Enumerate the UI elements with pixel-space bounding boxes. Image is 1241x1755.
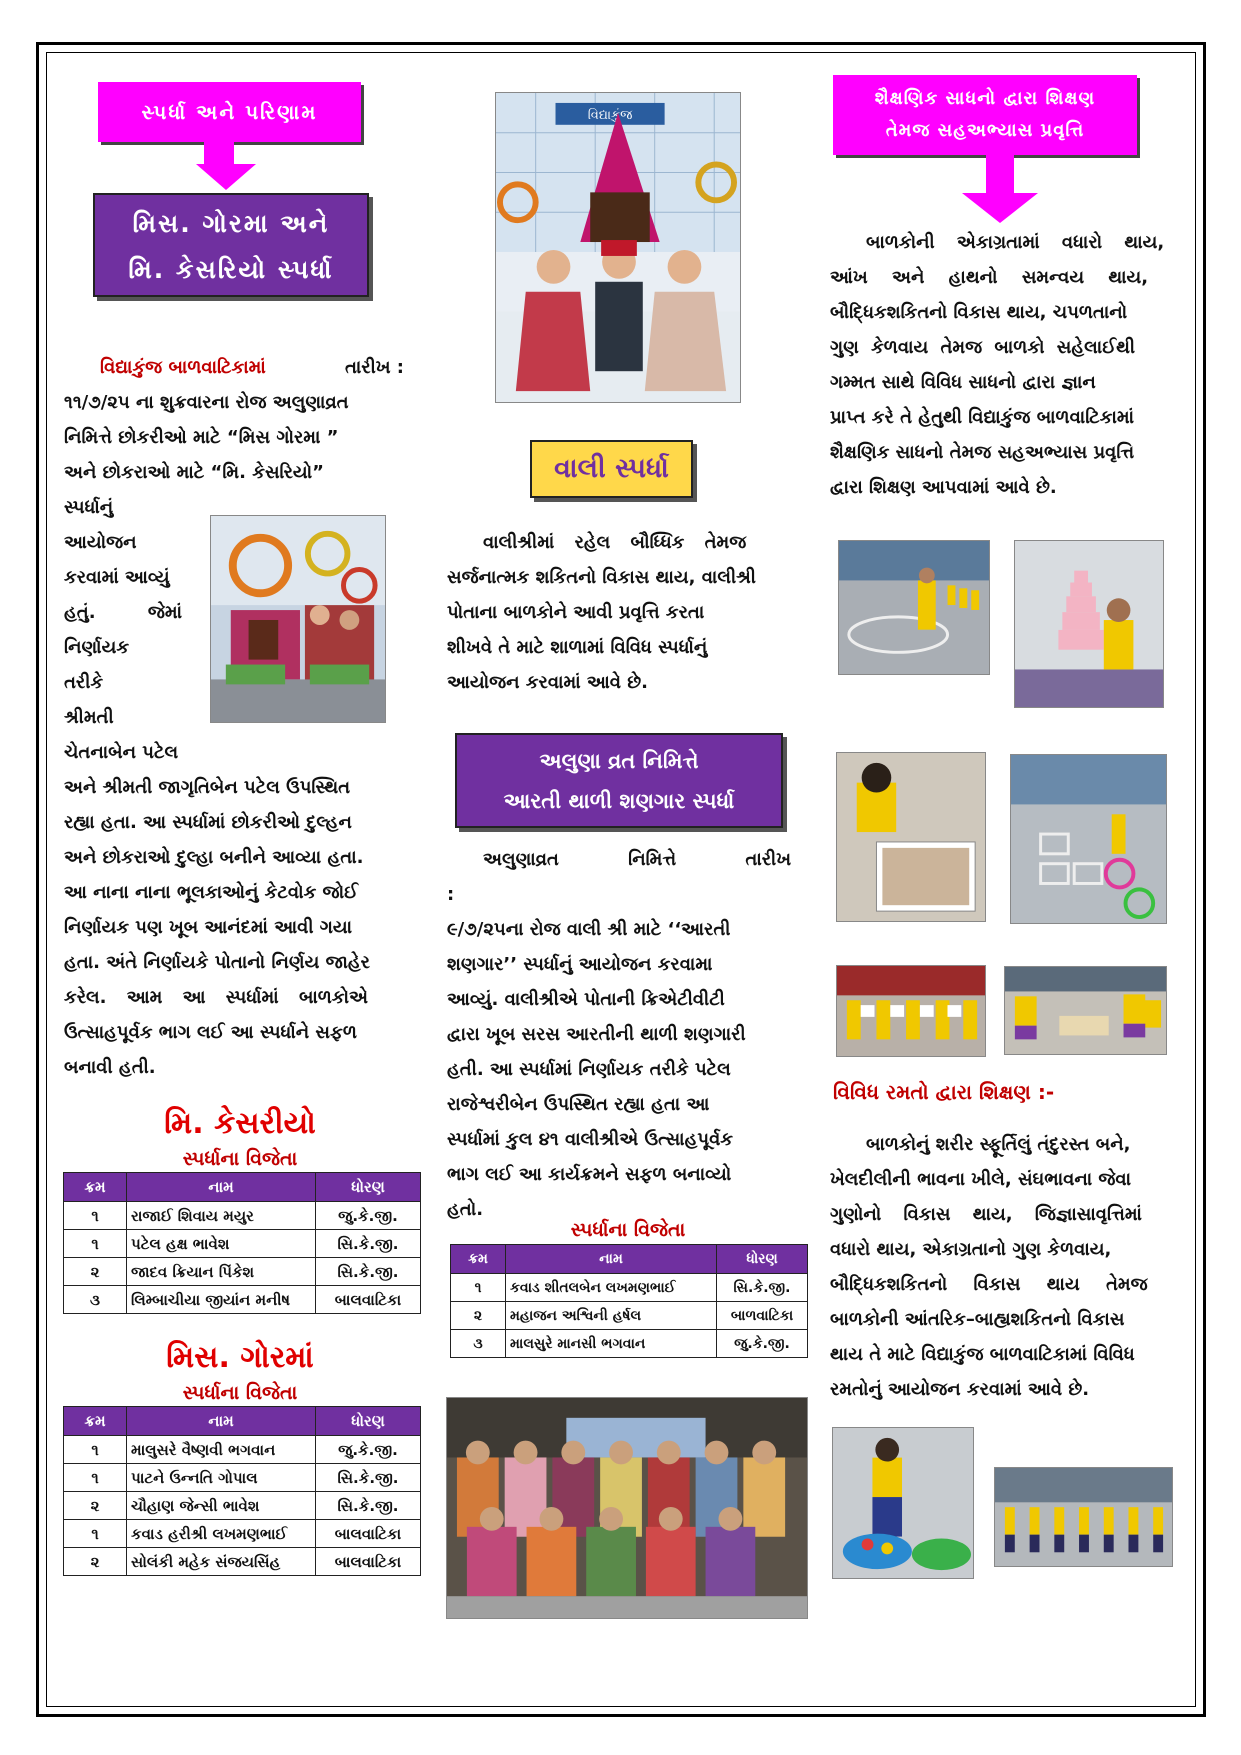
edu-line-3: ગુણ કેળવાય તેમજ બાળકો સહેલાઈથી xyxy=(830,337,1136,358)
table-row xyxy=(451,1302,808,1330)
rank-cell: ૧ xyxy=(64,1230,127,1258)
activity-photo-4 xyxy=(1010,754,1167,924)
edu-tools-description xyxy=(830,225,1170,505)
vali-title-text: વાલી સ્પર્ધા xyxy=(554,453,669,484)
name-cell: કવાડ હરીશ્રી લખમણભાઈ xyxy=(127,1520,316,1548)
table-row xyxy=(64,1464,421,1492)
edu-line-6: શૈક્ષણિક સાધનો તેમજ સહઅભ્યાસ પ્રવૃત્તિ xyxy=(830,442,1135,463)
col-header-rank: ક્રમ xyxy=(451,1245,506,1274)
para-line-19: બનાવી હતી. xyxy=(64,1057,156,1078)
aarti-winners-subtitle: સ્પર્ધાના વિજેતા xyxy=(570,1219,686,1241)
rank-cell: ૧ xyxy=(451,1274,506,1302)
para-line-8: નિર્ણાયક તરીકે xyxy=(64,637,130,693)
games-line-2: ગુણોનો વિકાસ થાય, જિજ્ઞાસાવૃત્તિમાં xyxy=(830,1204,1142,1225)
vali-title-box xyxy=(530,440,693,498)
para-line-5: આયોજન xyxy=(64,532,137,553)
ball-game-photo xyxy=(832,1427,974,1579)
name-cell: જાદવ ક્રિયાન પિંકેશ xyxy=(127,1258,316,1286)
vali-line-2: પોતાના બાળકોને આવી પ્રવૃત્તિ કરતા xyxy=(447,602,705,623)
table-row xyxy=(451,1330,808,1358)
aarti-winners-table xyxy=(450,1244,808,1358)
std-cell: જુ.કે.જી. xyxy=(717,1330,808,1358)
para-line-0-text: તારીખ : xyxy=(344,357,404,378)
std-cell: સિ.કે.જી. xyxy=(316,1258,421,1286)
results-header xyxy=(98,82,361,142)
name-cell: ચૌહાણ જેન્સી ભાવેશ xyxy=(127,1492,316,1520)
para-line-11: અને શ્રીમતી જાગૃતિબેન પટેલ ઉપસ્થિત xyxy=(64,777,351,798)
table-row xyxy=(451,1274,808,1302)
std-cell: બાળવાટિકા xyxy=(717,1302,808,1330)
table-row xyxy=(64,1520,421,1548)
aarti-line-0-text: અલુણાવ્રત નિમિત્તે તારીખ : xyxy=(447,849,791,905)
edu-tools-header-line2: તેમજ સહઅભ્યાસ પ્રવૃત્તિ xyxy=(885,120,1085,141)
para-line-0 xyxy=(64,350,404,385)
results-header-text: સ્પર્ધા અને પરિણામ xyxy=(141,100,318,124)
shrine-photo xyxy=(210,515,386,723)
para-line-17: કરેલ. આમ આ સ્પર્ધામાં બાળકોએ xyxy=(64,987,369,1008)
name-cell: કવાડ શીતલબેન લખમણભાઈ xyxy=(506,1274,717,1302)
games-line-3: વધારો થાય, એકાગ્રતાનો ગુણ કેળવાય, xyxy=(830,1239,1112,1260)
aarti-line-3: આવ્યું. વાલીશ્રીએ પોતાની ક્રિએટીવીટી xyxy=(447,989,725,1010)
games-line-0-text: બાળકોનું શરીર સ્ફૂર્તિલું તંદુરસ્ત બને, xyxy=(866,1134,1131,1155)
para-line-12: રહ્યા હતા. આ સ્પર્ધામાં છોકરીઓ દુલ્હન xyxy=(64,812,352,833)
activity-photo-3 xyxy=(836,752,986,922)
para-line-3: અને છોકરાઓ માટે “મિ. કેસરિયો” xyxy=(64,462,324,483)
col-header-std: ધોરણ xyxy=(717,1245,808,1274)
para-line-4: સ્પર્ધાનું xyxy=(64,497,114,518)
para-line-16: હતા. અંતે નિર્ણાયકે પોતાનો નિર્ણય જાહેર xyxy=(64,952,370,973)
table-row xyxy=(64,1548,421,1576)
games-title: વિવિધ રમતો દ્વારા શિક્ષણ :- xyxy=(833,1080,1055,1104)
edu-tools-header-line1: શૈક્ષણિક સાધનો દ્વારા શિક્ષણ xyxy=(874,88,1096,109)
vali-line-4: આયોજન કરવામાં આવે છે. xyxy=(447,672,648,693)
name-cell: લિમ્બાચીયા જીયાંન મનીષ xyxy=(127,1286,316,1314)
rank-cell: ૧ xyxy=(64,1520,127,1548)
edu-line-1: આંખ અને હાથનો સમન્વય થાય, xyxy=(830,267,1149,288)
name-cell: પટેલ હક્ષ ભાવેશ xyxy=(127,1230,316,1258)
contest-title-line1: મિસ. ગોરમા અને xyxy=(132,209,330,238)
table-header-row xyxy=(64,1173,421,1202)
vali-description xyxy=(447,525,791,700)
rank-cell: ૨ xyxy=(64,1548,127,1576)
edu-line-4: ગમ્મત સાથે વિવિધ સાધનો દ્વારા જ્ઞાન xyxy=(830,372,1096,393)
name-cell: સોલંકી મહેક સંજયસિંહ xyxy=(127,1548,316,1576)
keshariyo-winners-table xyxy=(63,1172,421,1314)
para-line-18: ઉત્સાહપૂર્વક ભાગ લઈ આ સ્પર્ધાને સફળ xyxy=(64,1022,357,1043)
col-header-std: ધોરણ xyxy=(316,1173,421,1202)
games-line-5: બાળકોની આંતરિક–બાહ્યશકિતનો વિકાસ xyxy=(830,1309,1125,1330)
edu-line-0 xyxy=(830,225,1170,260)
col-header-name: નામ xyxy=(506,1245,717,1274)
table-row xyxy=(64,1202,421,1230)
aarti-line-5: હતી. આ સ્પર્ધામાં નિર્ણાયક તરીકે પટેલ xyxy=(447,1059,731,1080)
edu-line-5: પ્રાપ્ત કરે તે હેતુથી વિદ્યાકુંજ બાળવાટિકામાં xyxy=(830,407,1134,428)
school-name: વિદ્યાકુંજ બાળવાટિકામાં xyxy=(100,357,266,378)
name-cell: પાટને ઉન્નતિ ગોપાલ xyxy=(127,1464,316,1492)
down-arrow-head-icon xyxy=(196,164,256,190)
aarti-line-0 xyxy=(447,842,791,912)
col-header-rank: ક્રમ xyxy=(64,1173,127,1202)
gorma-subtitle: સ્પર્ધાના વિજેતા xyxy=(182,1382,298,1404)
vali-line-0 xyxy=(447,525,791,560)
games-line-4: બૌદ્ધિકશકિતનો વિકાસ થાય તેમજ xyxy=(830,1274,1148,1295)
rank-cell: ૧ xyxy=(64,1202,127,1230)
aarti-line-2: શણગાર’’ સ્પર્ધાનું આયોજન કરવામા xyxy=(447,954,713,975)
std-cell: જુ.કે.જી. xyxy=(316,1202,421,1230)
table-row xyxy=(64,1230,421,1258)
rank-cell: ૩ xyxy=(451,1330,506,1358)
para-line-14: આ નાના નાના ભૂલકાઓનું કેટવોક જોઈ xyxy=(64,882,358,903)
activity-photo-6 xyxy=(1004,966,1167,1055)
col-header-name: નામ xyxy=(127,1173,316,1202)
std-cell: સિ.કે.જી. xyxy=(717,1274,808,1302)
gorma-title: મિસ. ગોરમાં xyxy=(166,1340,314,1375)
table-header-row xyxy=(451,1245,808,1274)
para-line-7: હતું. જેમાં xyxy=(64,602,182,623)
contest-title-box xyxy=(93,193,369,297)
table-row xyxy=(64,1436,421,1464)
down-arrow-icon xyxy=(204,142,234,164)
para-line-13: અને છોકરાઓ દુલ્હા બનીને આવ્યા હતા. xyxy=(64,847,364,868)
std-cell: સિ.કે.જી. xyxy=(316,1464,421,1492)
std-cell: સિ.કે.જી. xyxy=(316,1492,421,1520)
aarti-title-line2: આરતી થાળી શણગાર સ્પર્ધા xyxy=(503,789,735,813)
keshariyo-title: મિ. કેસરીયો xyxy=(164,1106,316,1141)
games-line-0 xyxy=(830,1127,1170,1162)
rank-cell: ૧ xyxy=(64,1464,127,1492)
para-line-2: નિમિત્તે છોકરીઓ માટે “મિસ ગોરમા ” xyxy=(64,427,339,448)
name-cell: માલસુરે માનસી ભગવાન xyxy=(506,1330,717,1358)
backdrop-text: વિદ્યાકુંજ xyxy=(587,107,633,123)
bride-groom-photo xyxy=(495,92,741,403)
games-line-1: ખેલદીલીની ભાવના ખીલે, સંઘભાવના જેવા xyxy=(830,1169,1132,1190)
aarti-title-box xyxy=(455,733,783,828)
vali-line-1: સર્જનાત્મક શકિતનો વિકાસ થાય, વાલીશ્રી xyxy=(447,567,756,588)
name-cell: મહાજન અશ્વિની હર્ષલ xyxy=(506,1302,717,1330)
games-description xyxy=(830,1127,1170,1407)
activity-photo-2 xyxy=(1014,540,1164,708)
aarti-title-line1: અલુણા વ્રત નિમિત્તે xyxy=(539,749,699,773)
rank-cell: ૨ xyxy=(64,1258,127,1286)
table-row xyxy=(64,1258,421,1286)
para-line-15: નિર્ણાયક પણ ખૂબ આનંદમાં આવી ગયા xyxy=(64,917,353,938)
gorma-winners-table xyxy=(63,1406,421,1576)
col-header-std: ધોરણ xyxy=(316,1407,421,1436)
rank-cell: ૨ xyxy=(451,1302,506,1330)
table-header-row xyxy=(64,1407,421,1436)
para-line-10: ચેતનાબેન પટેલ xyxy=(64,742,179,763)
games-line-6: થાય તે માટે વિદ્યાકુંજ બાળવાટિકામાં વિવિધ xyxy=(830,1344,1135,1365)
aarti-line-8: ભાગ લઈ આ કાર્યક્રમને સફળ બનાવ્યો xyxy=(447,1164,732,1185)
table-row xyxy=(64,1492,421,1520)
edu-line-2: બૌદ્ધિકશકિતનો વિકાસ થાય, ચપળતાનો xyxy=(830,302,1128,323)
para-line-9: શ્રીમતી xyxy=(64,707,114,728)
mothers-group-photo xyxy=(446,1397,808,1619)
aarti-line-4: દ્વારા ખૂબ સરસ આરતીની થાળી શણગારી xyxy=(447,1024,746,1045)
down-arrow-icon xyxy=(986,155,1014,193)
std-cell: બાલવાટિકા xyxy=(316,1520,421,1548)
edu-line-7: દ્વારા શિક્ષણ આપવામાં આવે છે. xyxy=(830,477,1057,498)
col-header-rank: ક્રમ xyxy=(64,1407,127,1436)
std-cell: જુ.કે.જી. xyxy=(316,1436,421,1464)
std-cell: બાલવાટિકા xyxy=(316,1286,421,1314)
aarti-line-7: સ્પર્ધામાં કુલ ૪૧ વાલીશ્રીએ ઉત્સાહપૂર્વક xyxy=(447,1129,733,1150)
aarti-line-6: રાજેશ્વરીબેન ઉપસ્થિત રહ્યા હતા આ xyxy=(447,1094,710,1115)
aarti-description xyxy=(447,842,791,1227)
para-line-1: ૧૧/૭/૨૫ ના શુક્રવારના રોજ અલુણાવ્રત xyxy=(64,392,349,413)
edu-tools-header xyxy=(833,75,1137,155)
name-cell: માલુસરે વૈષ્ણવી ભગવાન xyxy=(127,1436,316,1464)
table-row xyxy=(64,1286,421,1314)
aarti-line-9: હતો. xyxy=(447,1199,484,1220)
edu-line-0-text: બાળકોની એકાગ્રતામાં વધારો થાય, xyxy=(866,232,1165,253)
rank-cell: ૧ xyxy=(64,1436,127,1464)
col-header-name: નામ xyxy=(127,1407,316,1436)
contest-title-line2: મિ. કેસરિયો સ્પર્ધા xyxy=(128,255,334,284)
para-line-6: કરવામાં આવ્યું xyxy=(64,567,170,588)
games-line-7: રમતોનું આયોજન કરવામાં આવે છે. xyxy=(830,1379,1090,1400)
aarti-line-1: ૯/૭/૨૫ના રોજ વાલી શ્રી માટે ‘‘આરતી xyxy=(447,919,731,940)
vali-line-0-text: વાલીશ્રીમાં રહેલ બૌધ્ધિક તેમજ xyxy=(483,532,747,553)
rank-cell: ૩ xyxy=(64,1286,127,1314)
activity-photo-5 xyxy=(836,965,986,1057)
activity-photo-1 xyxy=(838,540,990,675)
rank-cell: ૨ xyxy=(64,1492,127,1520)
line-game-photo xyxy=(994,1467,1173,1567)
keshariyo-subtitle: સ્પર્ધાના વિજેતા xyxy=(182,1148,298,1170)
std-cell: સિ.કે.જી. xyxy=(316,1230,421,1258)
std-cell: બાલવાટિકા xyxy=(316,1548,421,1576)
name-cell: રાજાઈ શિવાય મયુર xyxy=(127,1202,316,1230)
down-arrow-head-icon xyxy=(962,193,1038,223)
vali-line-3: શીખવે તે માટે શાળામાં વિવિધ સ્પર્ધાનું xyxy=(447,637,708,658)
